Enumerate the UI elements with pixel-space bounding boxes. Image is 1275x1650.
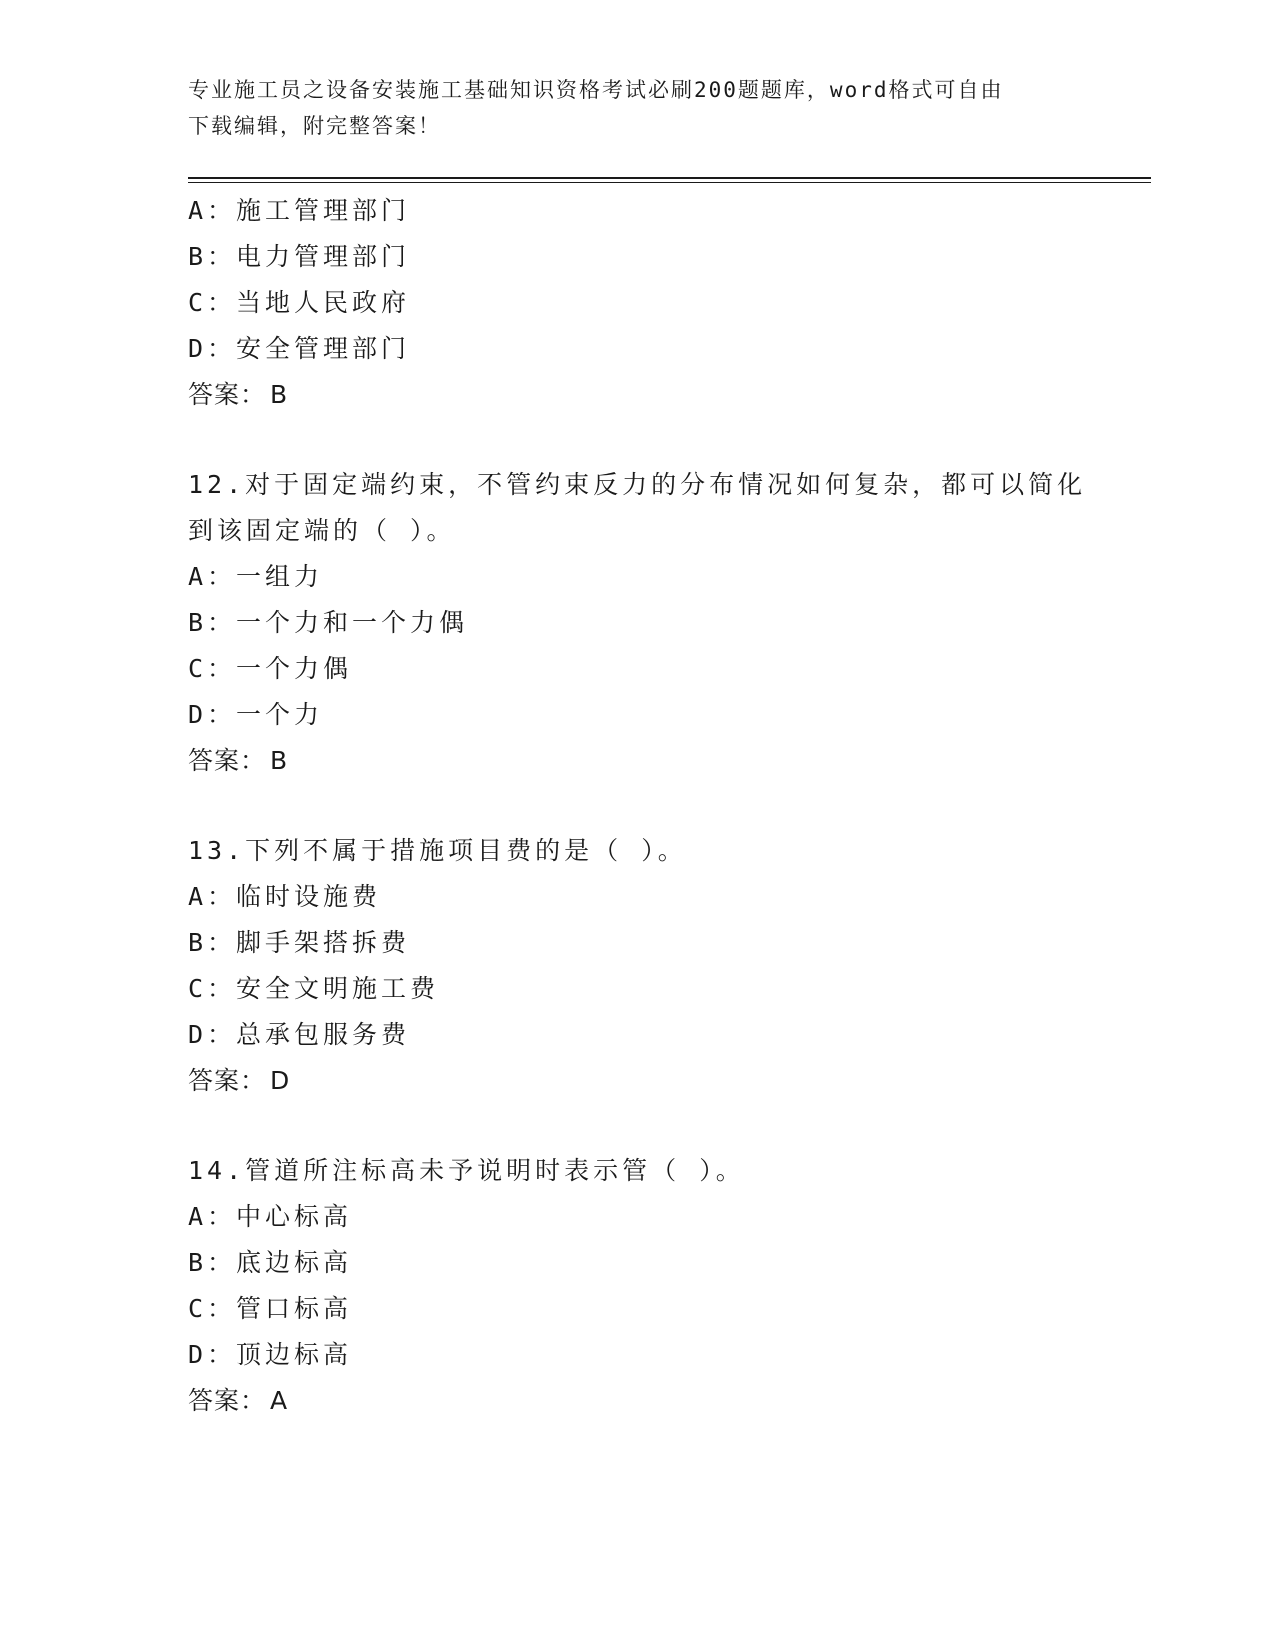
option-c: C：安全文明施工费: [188, 974, 440, 1003]
question-stem-line-1: 14.管道所注标高未予说明时表示管（ ）。: [188, 1156, 745, 1185]
option-d: D：总承包服务费: [188, 1020, 411, 1049]
header-title-line-1: 专业施工员之设备安装施工基础知识资格考试必刷200题题库，word格式可自由: [188, 78, 1004, 102]
spacer: [188, 784, 1088, 828]
spacer: [188, 1104, 1088, 1148]
option-b: B：电力管理部门: [188, 242, 411, 271]
option-d: D：安全管理部门: [188, 334, 411, 363]
option-c: C：当地人民政府: [188, 288, 411, 317]
answer-value: B: [270, 380, 289, 409]
answer-line: [188, 1058, 1088, 1104]
option-a: A：一组力: [188, 562, 324, 591]
answer-label: 答案：: [188, 746, 267, 775]
option-b: B：一个力和一个力偶: [188, 608, 469, 637]
answer-line: [188, 372, 1088, 418]
answer-value: D: [270, 1066, 291, 1095]
question-list: [188, 188, 1088, 1424]
header-divider-thin: [188, 182, 1151, 183]
question-stem-line-1: 13.下列不属于措施项目费的是（ ）。: [188, 836, 687, 865]
header-divider-thick: [188, 177, 1151, 179]
question-12: [188, 462, 1088, 784]
answer-label: 答案：: [188, 380, 267, 409]
question-14: [188, 1148, 1088, 1424]
question-11-continued: [188, 188, 1088, 418]
answer-line: [188, 738, 1088, 784]
answer-label: 答案：: [188, 1386, 267, 1415]
document-header: [188, 72, 1068, 144]
answer-label: 答案：: [188, 1066, 267, 1095]
option-b: B：脚手架搭拆费: [188, 928, 411, 957]
answer-line: [188, 1378, 1088, 1424]
question-stem-line-2: 到该固定端的（ ）。: [188, 516, 456, 545]
option-a: A：中心标高: [188, 1202, 353, 1231]
spacer: [188, 418, 1088, 462]
option-c: C：一个力偶: [188, 654, 353, 683]
option-d: D：一个力: [188, 700, 324, 729]
header-title-line-2: 下载编辑，附完整答案！: [188, 114, 441, 138]
option-d: D：顶边标高: [188, 1340, 353, 1369]
option-b: B：底边标高: [188, 1248, 353, 1277]
answer-value: B: [270, 746, 289, 775]
option-a: A：施工管理部门: [188, 196, 411, 225]
question-stem-line-1: 12.对于固定端约束，不管约束反力的分布情况如何复杂，都可以简化: [188, 470, 1087, 499]
option-a: A：临时设施费: [188, 882, 382, 911]
answer-value: A: [270, 1386, 289, 1415]
option-c: C：管口标高: [188, 1294, 353, 1323]
question-13: [188, 828, 1088, 1104]
